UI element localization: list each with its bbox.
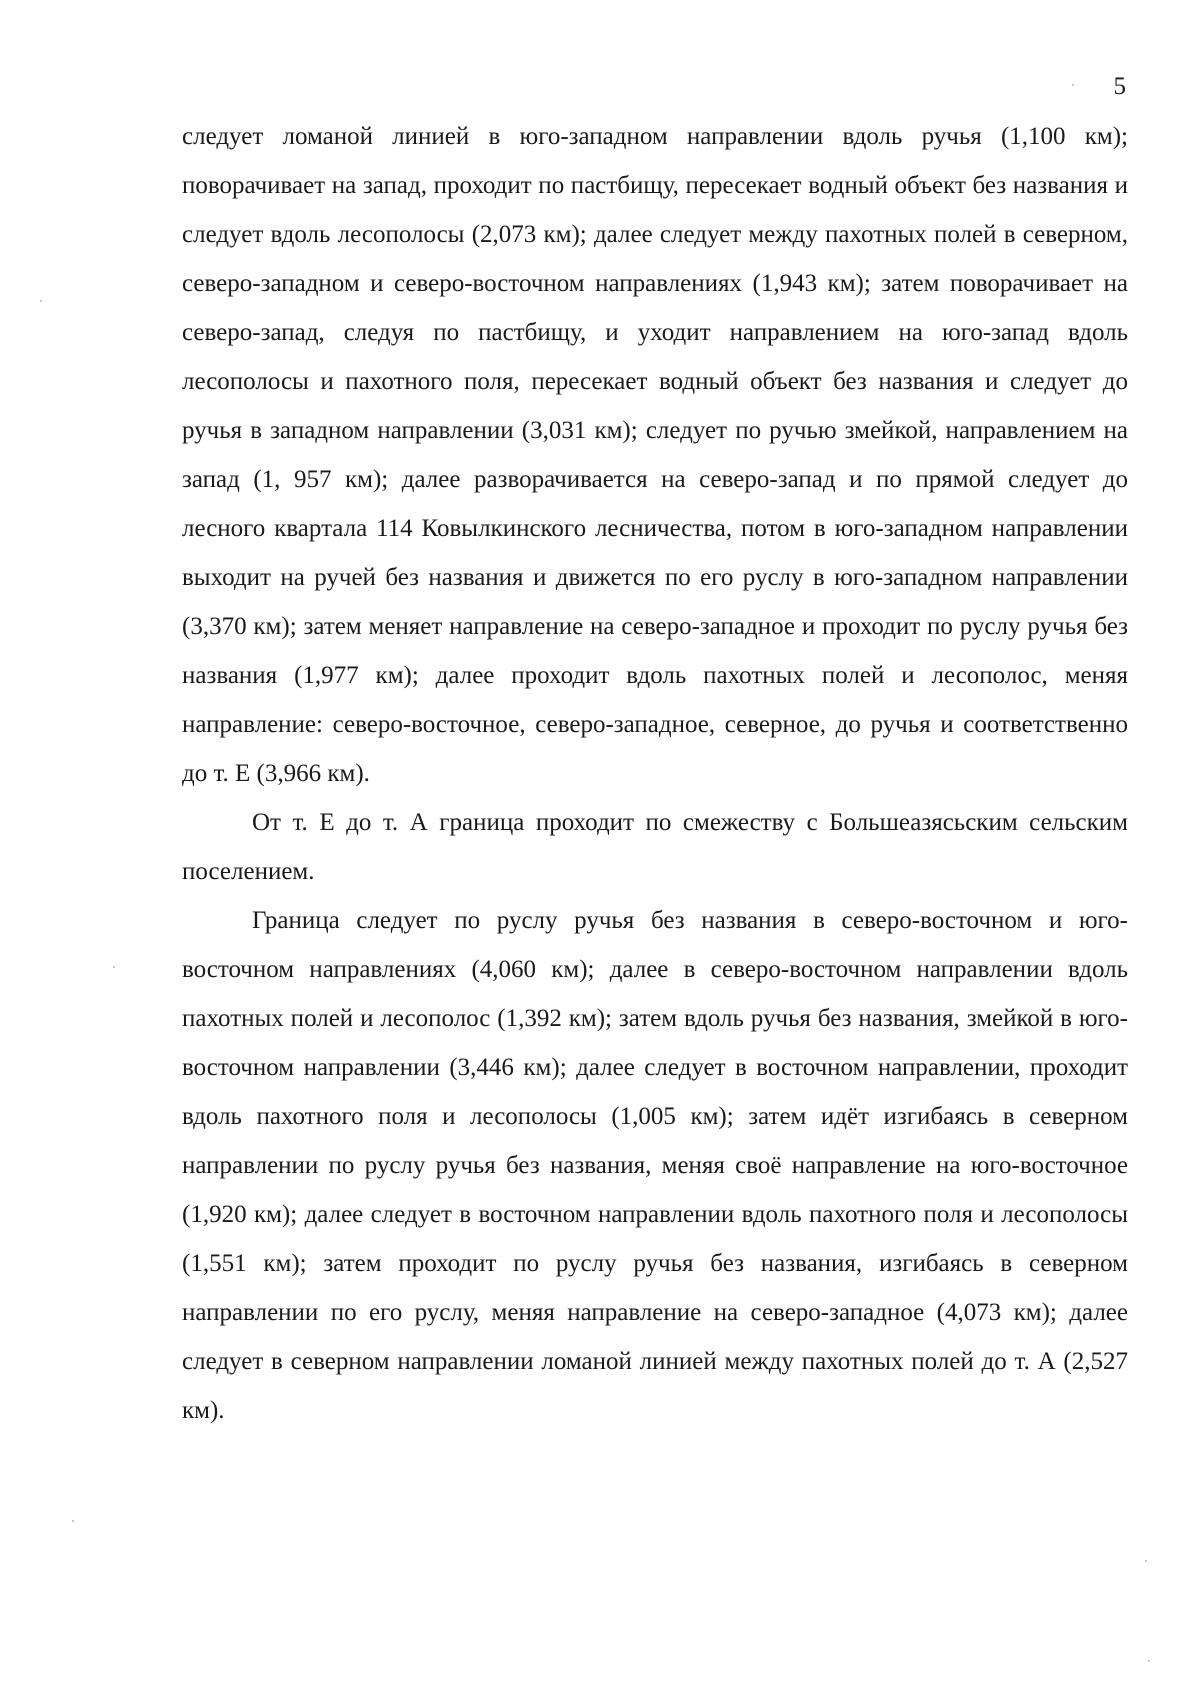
- scan-speck: [113, 966, 115, 968]
- paragraph-route-continuation: следует ломаной линией в юго-западном направлении вдоль ручья (1,100 км); поворачивает на запад, проходит по пастбищу, пересекает водный объект без названия и следует вдоль лесополосы (2,073 км); далее следует между пахотных полей в северном, северо-западном и северо-восточном направлениях (1,943 км); затем поворачивает на северо-запад, следуя по пастбищу, и уходит направлением на юго-запад вдоль лесополосы и пахотного поля, пересекает водный объект без названия и следует до ручья в западном направлении (3,031 км); следует по ручью змейкой, направлением на запад (1, 957 км); далее разворачивается на северо-запад и по прямой следует до лесного квартала 114 Ковылкинского лесничества, потом в юго-западном направлении выходит на ручей без названия и движется по его руслу в юго-западном направлении (3,370 км); затем меняет направление на северо-западное и проходит по руслу ручья без названия (1,977 км); далее проходит вдоль пахотных полей и лесополос, меняя направление: северо-восточное, северо-западное, северное, до ручья и соответственно до т. Е (3,966 км).: [182, 123, 1128, 787]
- scan-speck: [72, 1520, 74, 1522]
- paragraph-boundary-route: Граница следует по руслу ручья без названия в северо-восточном и юго-восточном направлениях (4,060 км); далее в северо-восточном направлении вдоль пахотных полей и лесополос (1,392 км); затем вдоль ручья без названия, змейкой в юго-восточном направлении (3,446 км); далее следует в восточном направлении, проходит вдоль пахотного поля и лесополосы (1,005 км); затем идёт изгибаясь в северном направлении по руслу ручья без названия, меняя своё направление на юго-восточное (1,920 км); далее следует в восточном направлении вдоль пахотного поля и лесополосы (1,551 км); затем проходит по руслу ручья без названия, изгибаясь в северном направлении по его руслу, меняя направление на северо-западное (4,073 км); далее следует в северном направлении ломаной линией между пахотных полей до т. А (2,527 км).: [182, 907, 1128, 1424]
- scan-speck: [40, 300, 42, 302]
- scan-speck: [1072, 84, 1074, 86]
- page-number: 5: [1113, 73, 1126, 100]
- document-body: [182, 112, 1128, 1435]
- paragraph-boundary-e-to-a: От т. Е до т. А граница проходит по смежеству с Большеазясьским сельским поселением.: [182, 809, 1128, 885]
- scan-speck: [1145, 1560, 1147, 1562]
- scan-speck: [1148, 1660, 1150, 1662]
